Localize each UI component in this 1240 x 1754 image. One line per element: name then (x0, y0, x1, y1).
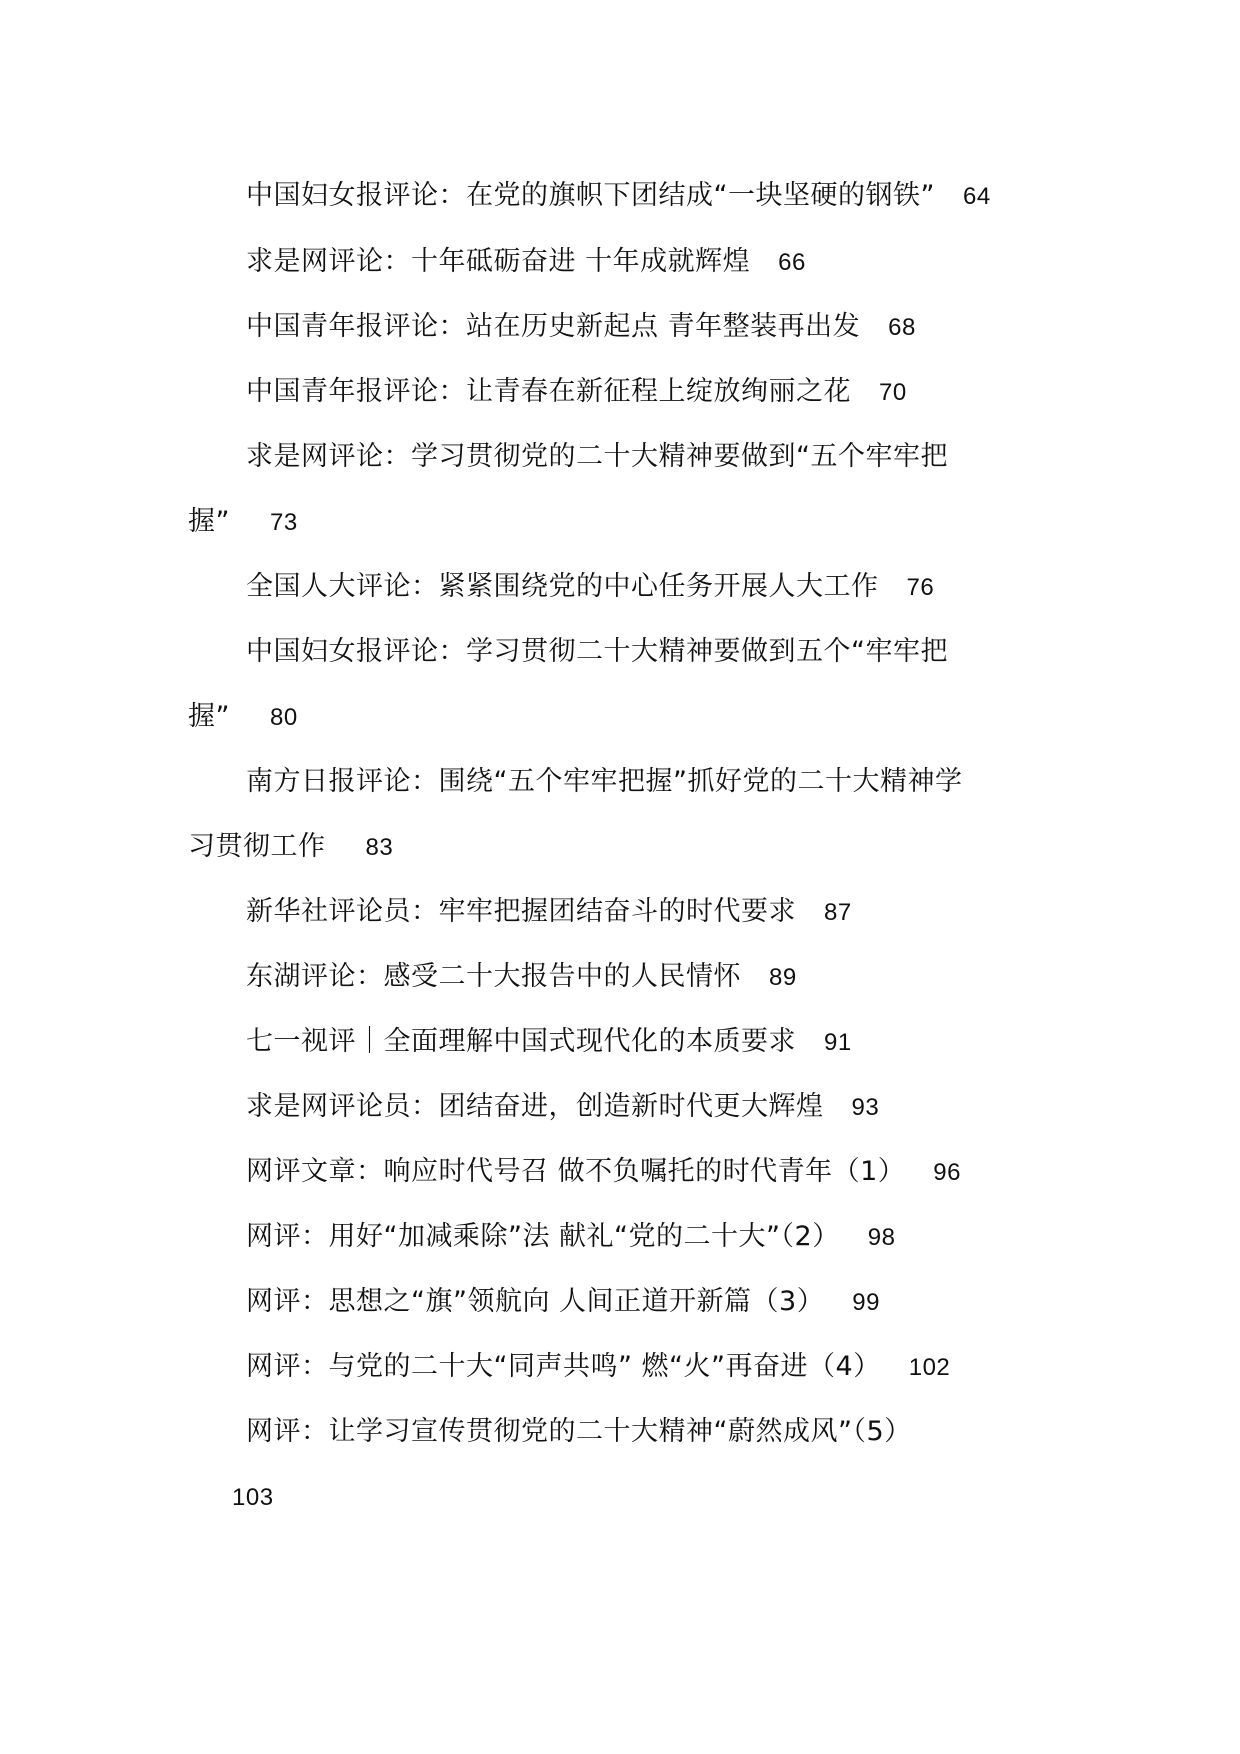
toc-entry-page: 83 (365, 834, 394, 861)
toc-entry-continuation[interactable] (188, 699, 298, 736)
toc-entry-page: 87 (824, 899, 852, 926)
toc-entry[interactable] (246, 1089, 879, 1126)
toc-entry-title: 网评：用好“加减乘除”法 献礼“党的二十大”（2） (246, 1221, 840, 1252)
toc-entry[interactable] (246, 1219, 895, 1256)
toc-entry-page: 102 (908, 1354, 951, 1381)
toc-entry-title-line2: 握” (188, 506, 230, 537)
toc-entry[interactable] (246, 894, 852, 931)
toc-entry-title: 求是网评论：十年砥砺奋进 十年成就辉煌 (246, 246, 751, 277)
toc-entry-continuation[interactable] (188, 504, 298, 541)
toc-entry[interactable] (246, 1414, 912, 1450)
toc-entry[interactable] (246, 1349, 950, 1386)
toc-entry-title: 中国青年报评论：让青春在新征程上绽放绚丽之花 (246, 376, 851, 407)
toc-entry-page: 64 (962, 183, 991, 210)
toc-entry-page: 98 (867, 1224, 896, 1251)
toc-entry[interactable] (246, 439, 948, 475)
toc-entry[interactable] (246, 244, 806, 281)
toc-entry-page: 99 (852, 1289, 880, 1316)
toc-entry-page: 68 (888, 314, 916, 341)
toc-entry-title: 七一视评｜全面理解中国式现代化的本质要求 (246, 1026, 796, 1057)
toc-entry-page: 70 (879, 379, 907, 406)
toc-entry[interactable] (246, 178, 991, 215)
toc-entry-title-line2: 握” (188, 701, 230, 732)
toc-entry-title: 中国青年报评论：站在历史新起点 青年整装再出发 (246, 311, 861, 342)
toc-entry[interactable] (246, 764, 962, 800)
toc-entry[interactable] (246, 309, 916, 346)
toc-entry-title-line2: 习贯彻工作 (188, 831, 326, 862)
toc-entry-page: 93 (851, 1094, 880, 1121)
toc-entry-title: 中国妇女报评论：在党的旗帜下团结成“一块坚硬的钢铁” (246, 180, 935, 211)
toc-entry-page: 66 (778, 249, 806, 276)
toc-entry-title: 网评：思想之“旗”领航向 人间正道开新篇（3） (246, 1286, 825, 1317)
toc-entry-page: 89 (769, 964, 797, 991)
toc-entry-continuation[interactable] (232, 1479, 274, 1516)
toc-entry[interactable] (246, 1284, 880, 1321)
toc-entry-page: 76 (906, 574, 935, 601)
toc-entry[interactable] (246, 634, 948, 670)
toc-entry-title-line1: 求是网评论：学习贯彻党的二十大精神要做到“五个牢牢把 (246, 441, 948, 472)
toc-entry-title: 东湖评论：感受二十大报告中的人民情怀 (246, 961, 741, 992)
toc-entry-title-line1: 南方日报评论：围绕“五个牢牢把握”抓好党的二十大精神学 (246, 766, 963, 797)
toc-entry-title: 网评：与党的二十大“同声共鸣” 燃“火”再奋进（4） (246, 1351, 881, 1382)
toc-entry-title-line1: 中国妇女报评论：学习贯彻二十大精神要做到五个“牢牢把 (246, 636, 948, 667)
toc-entry-page: 73 (270, 509, 298, 536)
toc-entry-title: 求是网评论员：团结奋进，创造新时代更大辉煌 (246, 1091, 824, 1122)
toc-entry[interactable] (246, 1024, 852, 1061)
toc-entry-title: 全国人大评论：紧紧围绕党的中心任务开展人大工作 (246, 571, 879, 602)
toc-entry[interactable] (246, 569, 934, 606)
toc-entry[interactable] (246, 1154, 961, 1191)
toc-entry-page: 103 (232, 1484, 274, 1511)
toc-entry[interactable] (246, 959, 797, 996)
toc-entry-title: 新华社评论员：牢牢把握团结奋斗的时代要求 (246, 896, 796, 927)
toc-entry-page: 96 (933, 1159, 961, 1186)
toc-entry-title-line1: 网评：让学习宣传贯彻党的二十大精神“蔚然成风”（5） (246, 1416, 912, 1447)
toc-entry-page: 80 (270, 704, 298, 731)
toc-entry-page: 91 (824, 1029, 852, 1056)
toc-entry-continuation[interactable] (188, 829, 393, 866)
toc-entry-title: 网评文章：响应时代号召 做不负嘱托的时代青年（1） (246, 1156, 906, 1187)
toc-entry[interactable] (246, 374, 907, 411)
